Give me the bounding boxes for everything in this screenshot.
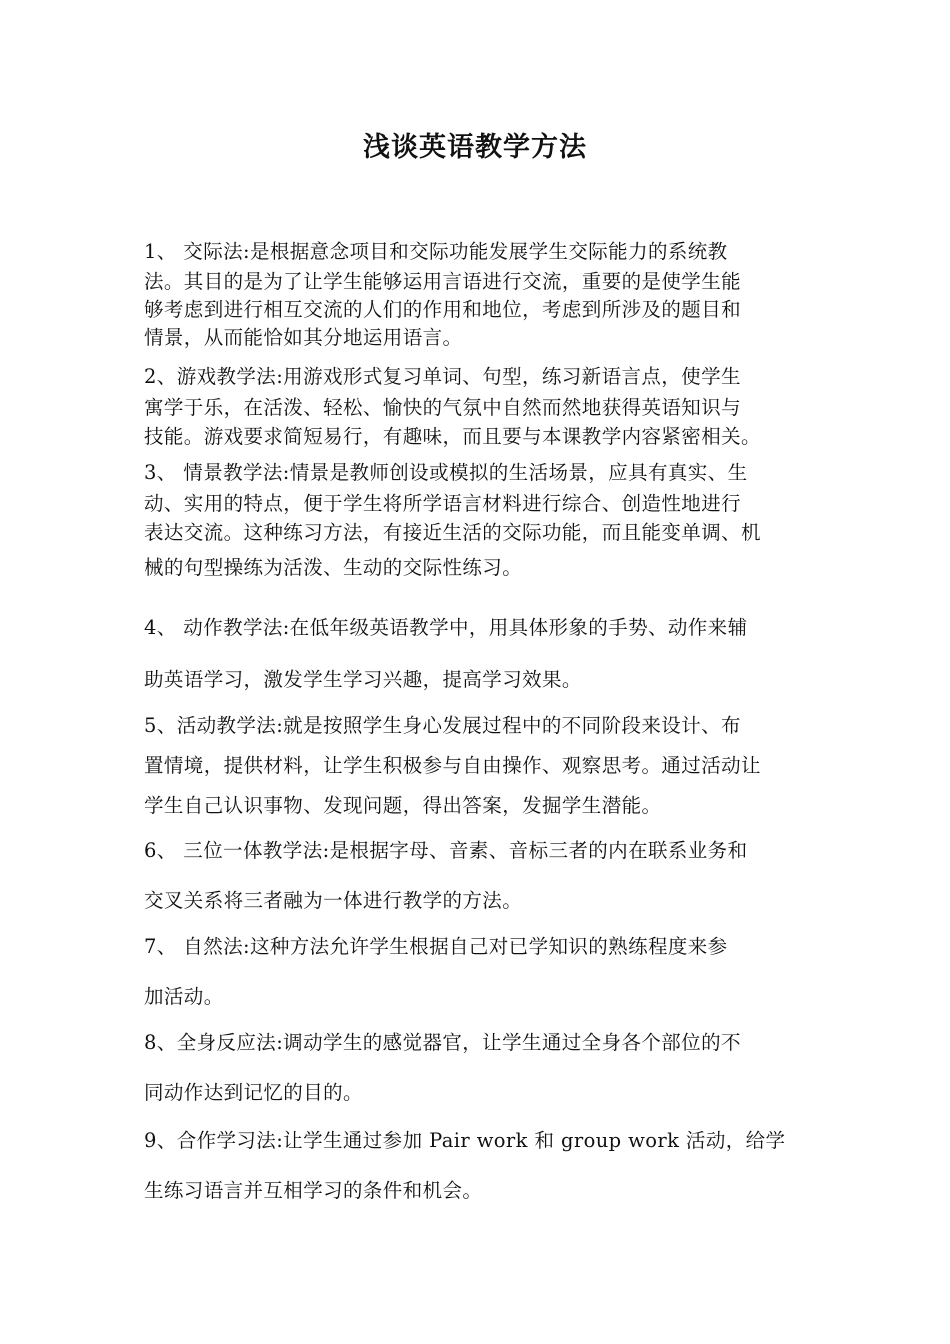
paragraph-4-action (144, 602, 808, 706)
paragraph-line: 7、 自然法:这种方法允许学生根据自己对已学知识的熟练程度来参 (144, 935, 728, 958)
paragraph-line: 够考虑到进行相互交流的人们的作用和地位，考虑到所涉及的题目和 (144, 298, 742, 321)
document-title: 浅谈英语教学方法 (363, 132, 587, 163)
paragraph-line: 动、实用的特点，便于学生将所学语言材料进行综合、创造性地进行 (144, 492, 742, 515)
paragraph-line: 9、合作学习法:让学生通过参加 Pair work 和 group work 活动，给学 (144, 1129, 786, 1152)
paragraph-line: 法。其目的是为了让学生能够运用言语进行交流，重要的是使学生能 (144, 270, 742, 293)
paragraph-8-total-physical-response (144, 1018, 808, 1118)
paragraph-7-natural (144, 922, 808, 1022)
paragraph-line: 情景，从而能恰如其分地运用语言。 (144, 326, 463, 349)
paragraph-line: 8、全身反应法:调动学生的感觉器官，让学生通过全身各个部位的不 (144, 1031, 741, 1054)
paragraph-line: 表达交流。这种练习方法，有接近生活的交际功能，而且能变单调、机 (144, 521, 761, 544)
paragraph-line: 3、 情景教学法:情景是教师创设或模拟的生活场景，应具有真实、生 (144, 461, 748, 484)
paragraph-line: 助英语学习，激发学生学习兴趣，提高学习效果。 (144, 668, 582, 691)
paragraph-line: 交叉关系将三者融为一体进行教学的方法。 (144, 889, 523, 912)
paragraph-5-activity (144, 706, 808, 826)
paragraph-line: 4、 动作教学法:在低年级英语教学中，用具体形象的手势、动作来辅 (144, 616, 748, 639)
paragraph-line: 同动作达到记忆的目的。 (144, 1081, 363, 1104)
paragraph-line: 寓学于乐，在活泼、轻松、愉快的气氛中自然而然地获得英语知识与 (144, 396, 742, 419)
paragraph-line: 6、 三位一体教学法:是根据字母、音素、音标三者的内在联系业务和 (144, 839, 748, 862)
paragraph-line: 械的句型操练为活泼、生动的交际性练习。 (144, 556, 523, 579)
paragraph-2-game (144, 360, 808, 451)
paragraph-line: 加活动。 (144, 985, 224, 1008)
paragraph-line: 5、活动教学法:就是按照学生身心发展过程中的不同阶段来设计、布 (144, 714, 741, 737)
paragraph-line: 学生自己认识事物、发现问题，得出答案，发掘学生潜能。 (144, 794, 662, 817)
paragraph-line: 1、 交际法:是根据意念项目和交际功能发展学生交际能力的系统教 (144, 240, 728, 263)
paragraph-line: 2、游戏教学法:用游戏形式复习单词、句型，练习新语言点，使学生 (144, 365, 741, 388)
paragraph-9-cooperative (144, 1116, 808, 1216)
paragraph-line: 技能。游戏要求简短易行，有趣味，而且要与本课教学内容紧密相关。 (144, 425, 761, 448)
paragraph-3-situational (144, 456, 808, 588)
paragraph-line: 置情境，提供材料，让学生积极参与自由操作、观察思考。通过活动让 (144, 754, 761, 777)
paragraph-6-trinity (144, 826, 808, 926)
paragraph-1-communicative (144, 236, 808, 352)
paragraph-line: 生练习语言并互相学习的条件和机会。 (144, 1179, 483, 1202)
